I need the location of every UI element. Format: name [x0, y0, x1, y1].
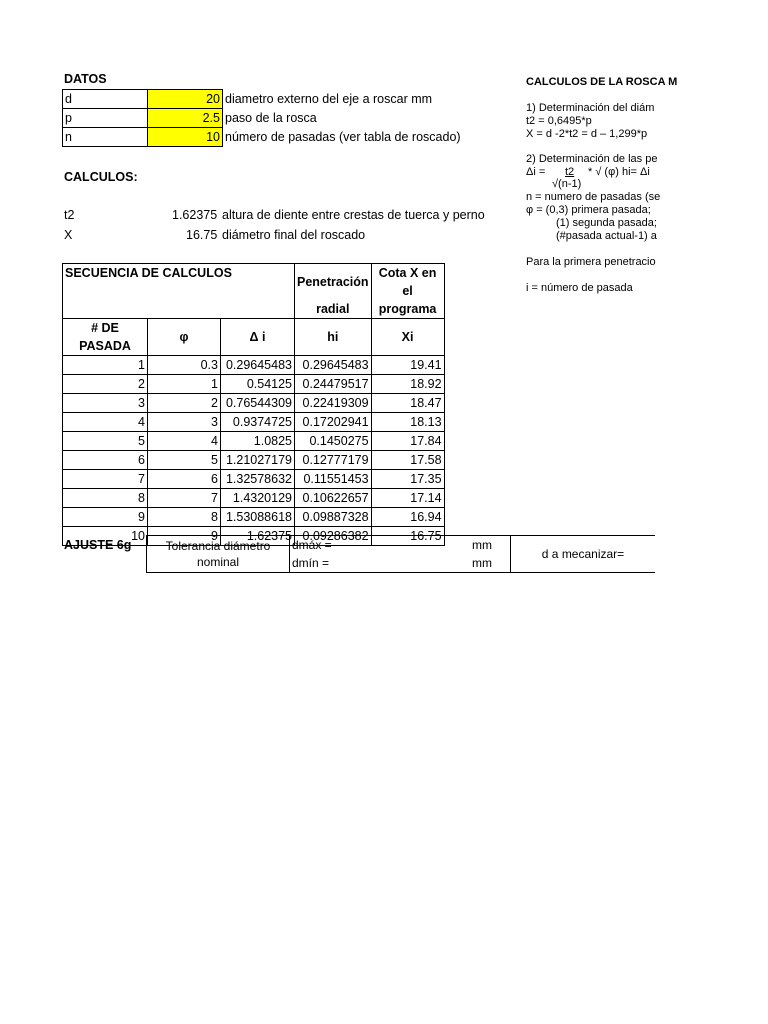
x-label: X [64, 228, 73, 242]
delta-cell: 1.62375 [221, 527, 295, 546]
col-header-xi: Xi [371, 319, 444, 356]
pasada-cell: 6 [63, 451, 148, 470]
pasada-cell: 4 [63, 413, 148, 432]
hi-cell: 0.22419309 [295, 394, 372, 413]
hi-cell: 0.09887328 [295, 508, 372, 527]
notes-line5a: Δi = [526, 166, 546, 178]
datos-value[interactable]: 20 [148, 90, 223, 109]
table-row [63, 375, 445, 394]
dmax-unit: mm [472, 538, 492, 552]
notes-title: CALCULOS DE LA ROSCA M [526, 76, 678, 88]
xi-cell: 17.35 [371, 470, 444, 489]
ajuste-table [146, 535, 655, 573]
delta-cell: 1.53088618 [221, 508, 295, 527]
col-header-hi: hi [295, 319, 372, 356]
datos-row [63, 90, 463, 109]
cota-header-top: Cota X en el [371, 264, 444, 301]
hi-cell: 0.1450275 [295, 432, 372, 451]
datos-label: n [63, 128, 148, 147]
hi-cell: 0.09286382 [295, 527, 372, 546]
notes-line5b: t2 [565, 166, 575, 178]
xi-cell: 17.14 [371, 489, 444, 508]
xi-cell: 16.75 [371, 527, 444, 546]
datos-desc: número de pasadas (ver tabla de roscado) [225, 130, 461, 144]
cota-header-bottom: programa [371, 300, 444, 319]
notes-line8: φ = (0,3) primera pasada; [526, 204, 651, 216]
dmin-label: dmín = [292, 556, 330, 570]
delta-cell: 0.54125 [221, 375, 295, 394]
notes-line2: t2 = 0,6495*p [526, 115, 592, 127]
datos-label: d [63, 90, 148, 109]
xi-cell: 17.84 [371, 432, 444, 451]
x-desc: diámetro final del roscado [222, 228, 366, 242]
xi-cell: 18.13 [371, 413, 444, 432]
notes-line1: 1) Determinación del diám [526, 102, 655, 114]
col-header-pasada: # DE PASADA [63, 319, 148, 356]
hi-cell: 0.12777179 [295, 451, 372, 470]
notes-line9: (1) segunda pasada; [556, 217, 657, 229]
datos-row [63, 109, 463, 128]
phi-cell: 2 [148, 394, 221, 413]
datos-value[interactable]: 2.5 [148, 109, 223, 128]
table-row [63, 432, 445, 451]
notes-line4: 2) Determinación de las pe [526, 153, 658, 165]
table-row [63, 394, 445, 413]
pasada-cell: 5 [63, 432, 148, 451]
notes-line3: X = d -2*t2 = d – 1,299*p [526, 128, 648, 140]
pen-header-top: Penetración [295, 264, 372, 301]
t2-desc: altura de diente entre crestas de tuerca y perno [222, 208, 485, 222]
col-header-delta: Δ i [221, 319, 295, 356]
hi-cell: 0.29645483 [295, 356, 372, 375]
pasada-cell: 2 [63, 375, 148, 394]
phi-cell: 9 [148, 527, 221, 546]
x-value: 16.75 [186, 228, 218, 242]
notes-line12: i = número de pasada [526, 282, 633, 294]
table-row [63, 470, 445, 489]
xi-cell: 19.41 [371, 356, 444, 375]
hi-cell: 0.17202941 [295, 413, 372, 432]
datos-row [63, 128, 463, 147]
notes-line11: Para la primera penetracio [526, 256, 656, 268]
table-row [63, 508, 445, 527]
notes-line7: n = numero de pasadas (se [526, 191, 661, 203]
pasada-cell: 8 [63, 489, 148, 508]
phi-cell: 6 [148, 470, 221, 489]
col-header-phi: φ [148, 319, 221, 356]
t2-label: t2 [64, 208, 75, 222]
dm-cell [290, 536, 511, 573]
hi-cell: 0.24479517 [295, 375, 372, 394]
phi-cell: 8 [148, 508, 221, 527]
xi-cell: 17.58 [371, 451, 444, 470]
phi-cell: 1 [148, 375, 221, 394]
delta-cell: 1.21027179 [221, 451, 295, 470]
phi-cell: 5 [148, 451, 221, 470]
pasada-cell: 10 [63, 527, 148, 546]
notes-line10: (#pasada actual-1) a [556, 230, 657, 242]
pen-header-bottom: radial [295, 300, 372, 319]
notes-line5c: * √ (φ) hi= Δi [588, 166, 650, 178]
delta-cell: 1.4320129 [221, 489, 295, 508]
datos-desc: diametro externo del eje a roscar mm [225, 92, 433, 106]
ajuste-label: AJUSTE 6g [64, 538, 132, 552]
pasada-cell: 3 [63, 394, 148, 413]
datos-table [62, 89, 463, 147]
secuencia-title: SECUENCIA DE CALCULOS [63, 264, 295, 319]
pasada-cell: 7 [63, 470, 148, 489]
delta-cell: 1.32578632 [221, 470, 295, 489]
xi-cell: 16.94 [371, 508, 444, 527]
dmin-unit: mm [472, 556, 492, 570]
tolerancia-line2: nominal [196, 555, 240, 569]
delta-cell: 1.0825 [221, 432, 295, 451]
d-mecanizar-cell: d a mecanizar= [511, 536, 656, 573]
phi-cell: 3 [148, 413, 221, 432]
xi-cell: 18.47 [371, 394, 444, 413]
table-row [63, 356, 445, 375]
calculos-title: CALCULOS: [64, 170, 138, 184]
phi-cell: 4 [148, 432, 221, 451]
hi-cell: 0.10622657 [295, 489, 372, 508]
pasada-cell: 9 [63, 508, 148, 527]
t2-value: 1.62375 [172, 208, 218, 222]
phi-cell: 0.3 [148, 356, 221, 375]
delta-cell: 0.9374725 [221, 413, 295, 432]
datos-title: DATOS [64, 72, 107, 86]
datos-desc: paso de la rosca [225, 111, 317, 125]
delta-cell: 0.76544309 [221, 394, 295, 413]
tolerancia-cell [147, 536, 290, 573]
datos-value[interactable]: 10 [148, 128, 223, 147]
hi-cell: 0.11551453 [295, 470, 372, 489]
table-row [63, 489, 445, 508]
table-row [63, 413, 445, 432]
datos-label: p [63, 109, 148, 128]
delta-cell: 0.29645483 [221, 356, 295, 375]
tolerancia-line1: Tolerancia diámetro [165, 539, 271, 553]
secuencia-table [62, 263, 445, 546]
dmax-label: dmáx = [292, 538, 332, 552]
xi-cell: 18.92 [371, 375, 444, 394]
phi-cell: 7 [148, 489, 221, 508]
notes-line6: √(n-1) [552, 178, 582, 190]
pasada-cell: 1 [63, 356, 148, 375]
table-row [63, 451, 445, 470]
